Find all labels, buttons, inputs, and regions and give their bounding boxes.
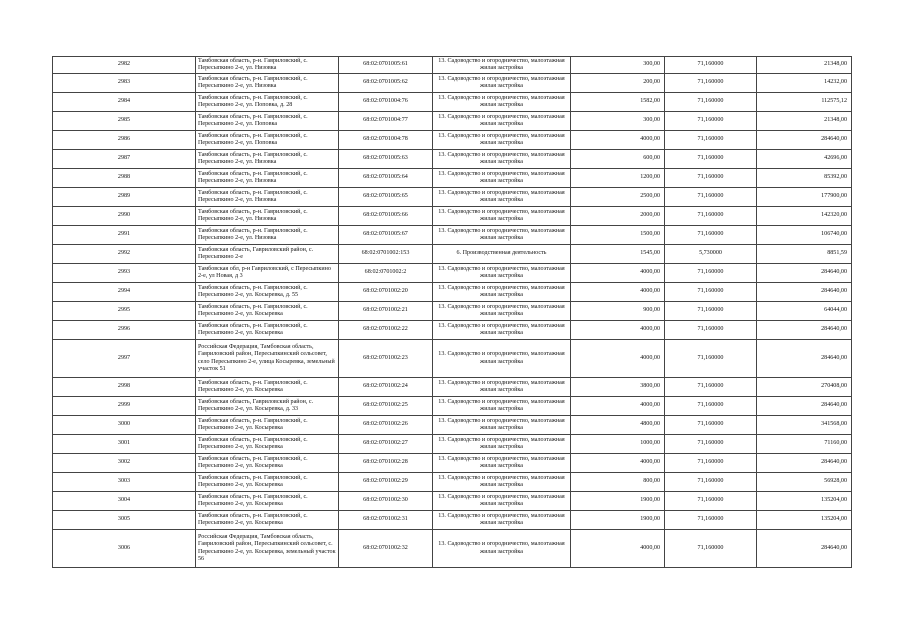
table-row (53, 93, 852, 112)
table-row (53, 57, 852, 74)
specific-value-cell: 71,160000 (665, 150, 757, 169)
cadastral-value-cell: 284640,00 (757, 264, 852, 283)
address-cell: Тамбовская обл, р-н Гавриловский, с Пересыпкино 2-е, ул Новая, д 3 (196, 264, 339, 283)
table-row (53, 378, 852, 397)
specific-value-cell: 71,160000 (665, 112, 757, 131)
table-row (53, 397, 852, 416)
area-cell: 4000,00 (571, 340, 665, 378)
table-row (53, 416, 852, 435)
land-use-cell: 13. Садоводство и огородничество, малоэтажная жилая застройка (433, 492, 571, 511)
table-body (53, 57, 852, 568)
address-cell: Тамбовская область, р-н. Гавриловский, с. Пересыпкино 2-е, ул. Косыревка (196, 473, 339, 492)
specific-value-cell: 71,160000 (665, 57, 757, 74)
cadastral-value-cell: 135204,00 (757, 511, 852, 530)
area-cell: 1582,00 (571, 93, 665, 112)
land-use-cell: 13. Садоводство и огородничество, малоэтажная жилая застройка (433, 416, 571, 435)
land-use-cell: 13. Садоводство и огородничество, малоэтажная жилая застройка (433, 283, 571, 302)
cadastral-value-cell: 284640,00 (757, 530, 852, 568)
cadastral-value-cell: 64044,00 (757, 302, 852, 321)
land-use-cell: 13. Садоводство и огородничество, малоэтажная жилая застройка (433, 340, 571, 378)
land-use-cell: 13. Садоводство и огородничество, малоэтажная жилая застройка (433, 226, 571, 245)
area-cell: 1900,00 (571, 511, 665, 530)
address-cell: Российская Федерация, Тамбовская область, Гавриловский район, Пересыпкинский сельсовет, село Пересыпкино 2-е, улица Косыревка, земельный участок 51 (196, 340, 339, 378)
specific-value-cell: 71,160000 (665, 492, 757, 511)
table-row (53, 264, 852, 283)
address-cell: Тамбовская область, р-н. Гавриловский, с. Пересыпкино 2-е, ул. Низовка (196, 207, 339, 226)
area-cell: 300,00 (571, 112, 665, 131)
specific-value-cell: 71,160000 (665, 397, 757, 416)
cadastral-number-cell: 68:02:0701005:64 (339, 169, 433, 188)
area-cell: 1545,00 (571, 245, 665, 264)
cadastral-number-cell: 68:02:0701002:26 (339, 416, 433, 435)
table-row (53, 188, 852, 207)
cadastral-number-cell: 68:02:0701002:28 (339, 454, 433, 473)
cadastral-value-cell: 284640,00 (757, 283, 852, 302)
land-use-cell: 6. Производственная деятельность (433, 245, 571, 264)
cadastral-number-cell: 68:02:0701005:61 (339, 57, 433, 74)
specific-value-cell: 71,160000 (665, 93, 757, 112)
cadastral-value-cell: 177900,00 (757, 188, 852, 207)
cadastral-value-cell: 8851,59 (757, 245, 852, 264)
address-cell: Тамбовская область, р-н. Гавриловский, с. Пересыпкино 2-е, ул. Косыревка (196, 378, 339, 397)
address-cell: Тамбовская область, Гавриловский район, с. Пересыпкино 2-е (196, 245, 339, 264)
row-number-cell: 2996 (53, 321, 196, 340)
cadastral-value-cell: 14232,00 (757, 74, 852, 93)
area-cell: 4000,00 (571, 131, 665, 150)
address-cell: Тамбовская область, р-н. Гавриловский, с. Пересыпкино 2-е, ул. Косыревка (196, 454, 339, 473)
land-use-cell: 13. Садоводство и огородничество, малоэтажная жилая застройка (433, 112, 571, 131)
land-use-cell: 13. Садоводство и огородничество, малоэтажная жилая застройка (433, 302, 571, 321)
row-number-cell: 2987 (53, 150, 196, 169)
row-number-cell: 2983 (53, 74, 196, 93)
row-number-cell: 2988 (53, 169, 196, 188)
address-cell: Тамбовская область, Гавриловский район, с. Пересыпкино 2-е, ул. Косыревка, д. 33 (196, 397, 339, 416)
row-number-cell: 3006 (53, 530, 196, 568)
row-number-cell: 2986 (53, 131, 196, 150)
land-use-cell: 13. Садоводство и огородничество, малоэтажная жилая застройка (433, 530, 571, 568)
cadastral-value-cell: 106740,00 (757, 226, 852, 245)
specific-value-cell: 71,160000 (665, 473, 757, 492)
address-cell: Тамбовская область, р-н. Гавриловский, с. Пересыпкино 2-е, ул. Низовка (196, 188, 339, 207)
address-cell: Российская Федерация, Тамбовская область, Гавриловский район, Пересыпкинский сельсовет, с. Пересыпкино 2-е, ул. Косыревка, земельный участок 56 (196, 530, 339, 568)
row-number-cell: 2998 (53, 378, 196, 397)
specific-value-cell: 71,160000 (665, 340, 757, 378)
land-use-cell: 13. Садоводство и огородничество, малоэтажная жилая застройка (433, 74, 571, 93)
area-cell: 4000,00 (571, 283, 665, 302)
cadastral-number-cell: 68:02:0701002:2 (339, 264, 433, 283)
cadastral-number-cell: 68:02:0701002:32 (339, 530, 433, 568)
table-row (53, 226, 852, 245)
cadastral-number-cell: 68:02:0701004:77 (339, 112, 433, 131)
row-number-cell: 2991 (53, 226, 196, 245)
area-cell: 1000,00 (571, 435, 665, 454)
specific-value-cell: 71,160000 (665, 188, 757, 207)
cadastral-number-cell: 68:02:0701005:62 (339, 74, 433, 93)
row-number-cell: 2989 (53, 188, 196, 207)
cadastral-number-cell: 68:02:0701002:31 (339, 511, 433, 530)
row-number-cell: 2995 (53, 302, 196, 321)
address-cell: Тамбовская область, р-н. Гавриловский, с. Пересыпкино 2-е, ул. Косыревка, д. 55 (196, 283, 339, 302)
area-cell: 4800,00 (571, 416, 665, 435)
row-number-cell: 3004 (53, 492, 196, 511)
table-row (53, 454, 852, 473)
address-cell: Тамбовская область, р-н. Гавриловский, с. Пересыпкино 2-е, ул. Косыревка (196, 302, 339, 321)
specific-value-cell: 71,160000 (665, 511, 757, 530)
row-number-cell: 2994 (53, 283, 196, 302)
table-row (53, 473, 852, 492)
land-use-cell: 13. Садоводство и огородничество, малоэтажная жилая застройка (433, 93, 571, 112)
area-cell: 1200,00 (571, 169, 665, 188)
land-use-cell: 13. Садоводство и огородничество, малоэтажная жилая застройка (433, 511, 571, 530)
cadastral-value-cell: 284640,00 (757, 397, 852, 416)
cadastral-value-cell: 112575,12 (757, 93, 852, 112)
cadastral-number-cell: 68:02:0701002:25 (339, 397, 433, 416)
row-number-cell: 2997 (53, 340, 196, 378)
table-row (53, 511, 852, 530)
area-cell: 3800,00 (571, 378, 665, 397)
table-row (53, 321, 852, 340)
row-number-cell: 3000 (53, 416, 196, 435)
cadastral-value-cell: 85392,00 (757, 169, 852, 188)
cadastral-value-cell: 284640,00 (757, 340, 852, 378)
cadastral-value-cell: 284640,00 (757, 131, 852, 150)
address-cell: Тамбовская область, р-н. Гавриловский, с. Пересыпкино 2-е, ул. Косыревка (196, 435, 339, 454)
table-row (53, 492, 852, 511)
row-number-cell: 2993 (53, 264, 196, 283)
table-row (53, 340, 852, 378)
row-number-cell: 3002 (53, 454, 196, 473)
row-number-cell: 2990 (53, 207, 196, 226)
cadastral-number-cell: 68:02:0701005:63 (339, 150, 433, 169)
specific-value-cell: 71,160000 (665, 207, 757, 226)
row-number-cell: 3001 (53, 435, 196, 454)
area-cell: 1900,00 (571, 492, 665, 511)
land-use-cell: 13. Садоводство и огородничество, малоэтажная жилая застройка (433, 169, 571, 188)
land-use-cell: 13. Садоводство и огородничество, малоэтажная жилая застройка (433, 188, 571, 207)
address-cell: Тамбовская область, р-н. Гавриловский, с. Пересыпкино 2-е, ул. Косыревка (196, 321, 339, 340)
cadastral-number-cell: 68:02:0701005:66 (339, 207, 433, 226)
area-cell: 900,00 (571, 302, 665, 321)
cadastral-number-cell: 68:02:0701002:24 (339, 378, 433, 397)
table-row (53, 112, 852, 131)
row-number-cell: 2985 (53, 112, 196, 131)
land-use-cell: 13. Садоводство и огородничество, малоэтажная жилая застройка (433, 321, 571, 340)
address-cell: Тамбовская область, р-н. Гавриловский, с. Пересыпкино 2-е, ул. Низовка (196, 57, 339, 74)
cadastral-number-cell: 68:02:0701002:27 (339, 435, 433, 454)
area-cell: 2000,00 (571, 207, 665, 226)
cadastral-number-cell: 68:02:0701004:76 (339, 93, 433, 112)
land-use-cell: 13. Садоводство и огородничество, малоэтажная жилая застройка (433, 378, 571, 397)
table-row (53, 169, 852, 188)
address-cell: Тамбовская область, р-н. Гавриловский, с. Пересыпкино 2-е, ул. Косыревка (196, 416, 339, 435)
address-cell: Тамбовская область, р-н. Гавриловский, с. Пересыпкино 2-е, ул. Косыревка (196, 492, 339, 511)
cadastral-number-cell: 68:02:0701005:65 (339, 188, 433, 207)
specific-value-cell: 71,160000 (665, 131, 757, 150)
cadastral-value-cell: 284640,00 (757, 454, 852, 473)
cadastral-value-cell: 42696,00 (757, 150, 852, 169)
specific-value-cell: 71,160000 (665, 264, 757, 283)
specific-value-cell: 71,160000 (665, 74, 757, 93)
land-use-cell: 13. Садоводство и огородничество, малоэтажная жилая застройка (433, 435, 571, 454)
specific-value-cell: 71,160000 (665, 226, 757, 245)
land-use-cell: 13. Садоводство и огородничество, малоэтажная жилая застройка (433, 454, 571, 473)
specific-value-cell: 71,160000 (665, 454, 757, 473)
cadastral-number-cell: 68:02:0701005:67 (339, 226, 433, 245)
cadastral-value-cell: 21348,00 (757, 57, 852, 74)
row-number-cell: 2982 (53, 57, 196, 74)
cadastral-number-cell: 68:02:0701002:22 (339, 321, 433, 340)
land-use-cell: 13. Садоводство и огородничество, малоэтажная жилая застройка (433, 264, 571, 283)
address-cell: Тамбовская область, р-н. Гавриловский, с. Пересыпкино 2-е, ул. Низовка (196, 226, 339, 245)
cadastral-number-cell: 68:02:0701002:30 (339, 492, 433, 511)
cadastral-value-cell: 21348,00 (757, 112, 852, 131)
cadastral-number-cell: 68:02:0701002:23 (339, 340, 433, 378)
land-use-cell: 13. Садоводство и огородничество, малоэтажная жилая застройка (433, 473, 571, 492)
specific-value-cell: 71,160000 (665, 302, 757, 321)
land-use-cell: 13. Садоводство и огородничество, малоэтажная жилая застройка (433, 57, 571, 74)
area-cell: 300,00 (571, 57, 665, 74)
table-row (53, 283, 852, 302)
cadastral-value-cell: 341568,00 (757, 416, 852, 435)
address-cell: Тамбовская область, р-н. Гавриловский, с. Пересыпкино 2-е, ул. Поповка (196, 112, 339, 131)
area-cell: 4000,00 (571, 454, 665, 473)
specific-value-cell: 71,160000 (665, 169, 757, 188)
table-row (53, 207, 852, 226)
table-row (53, 74, 852, 93)
area-cell: 4000,00 (571, 530, 665, 568)
specific-value-cell: 71,160000 (665, 435, 757, 454)
area-cell: 4000,00 (571, 264, 665, 283)
cadastral-value-cell: 284640,00 (757, 321, 852, 340)
area-cell: 200,00 (571, 74, 665, 93)
address-cell: Тамбовская область, р-н. Гавриловский, с. Пересыпкино 2-е, ул. Низовка (196, 169, 339, 188)
table-row (53, 150, 852, 169)
cadastral-value-cell: 56928,00 (757, 473, 852, 492)
address-cell: Тамбовская область, р-н. Гавриловский, с. Пересыпкино 2-е, ул. Поповка (196, 131, 339, 150)
table-row (53, 435, 852, 454)
row-number-cell: 3003 (53, 473, 196, 492)
address-cell: Тамбовская область, р-н. Гавриловский, с. Пересыпкино 2-е, ул. Поповка, д. 28 (196, 93, 339, 112)
cadastral-number-cell: 68:02:0701004:78 (339, 131, 433, 150)
row-number-cell: 3005 (53, 511, 196, 530)
specific-value-cell: 71,160000 (665, 321, 757, 340)
cadastral-value-cell: 71160,00 (757, 435, 852, 454)
table-row (53, 245, 852, 264)
row-number-cell: 2999 (53, 397, 196, 416)
cadastral-number-cell: 68:02:0701002:21 (339, 302, 433, 321)
cadastral-number-cell: 68:02:0701002:29 (339, 473, 433, 492)
address-cell: Тамбовская область, р-н. Гавриловский, с. Пересыпкино 2-е, ул. Низовка (196, 150, 339, 169)
table-row (53, 530, 852, 568)
table-row (53, 302, 852, 321)
specific-value-cell: 71,160000 (665, 378, 757, 397)
land-use-cell: 13. Садоводство и огородничество, малоэтажная жилая застройка (433, 397, 571, 416)
specific-value-cell: 71,160000 (665, 416, 757, 435)
cadastral-value-cell: 142320,00 (757, 207, 852, 226)
area-cell: 1500,00 (571, 226, 665, 245)
row-number-cell: 2992 (53, 245, 196, 264)
land-cadastral-value-table (52, 56, 852, 568)
specific-value-cell: 5,730000 (665, 245, 757, 264)
land-use-cell: 13. Садоводство и огородничество, малоэтажная жилая застройка (433, 131, 571, 150)
land-use-cell: 13. Садоводство и огородничество, малоэтажная жилая застройка (433, 207, 571, 226)
cadastral-number-cell: 68:02:0701002:153 (339, 245, 433, 264)
cadastral-number-cell: 68:02:0701002:20 (339, 283, 433, 302)
row-number-cell: 2984 (53, 93, 196, 112)
land-use-cell: 13. Садоводство и огородничество, малоэтажная жилая застройка (433, 150, 571, 169)
specific-value-cell: 71,160000 (665, 283, 757, 302)
area-cell: 4000,00 (571, 397, 665, 416)
area-cell: 2500,00 (571, 188, 665, 207)
area-cell: 600,00 (571, 150, 665, 169)
cadastral-value-cell: 270408,00 (757, 378, 852, 397)
table-row (53, 131, 852, 150)
cadastral-value-cell: 135204,00 (757, 492, 852, 511)
address-cell: Тамбовская область, р-н. Гавриловский, с. Пересыпкино 2-е, ул. Косыревка (196, 511, 339, 530)
area-cell: 4000,00 (571, 321, 665, 340)
address-cell: Тамбовская область, р-н. Гавриловский, с. Пересыпкино 2-е, ул. Низовка (196, 74, 339, 93)
specific-value-cell: 71,160000 (665, 530, 757, 568)
area-cell: 800,00 (571, 473, 665, 492)
